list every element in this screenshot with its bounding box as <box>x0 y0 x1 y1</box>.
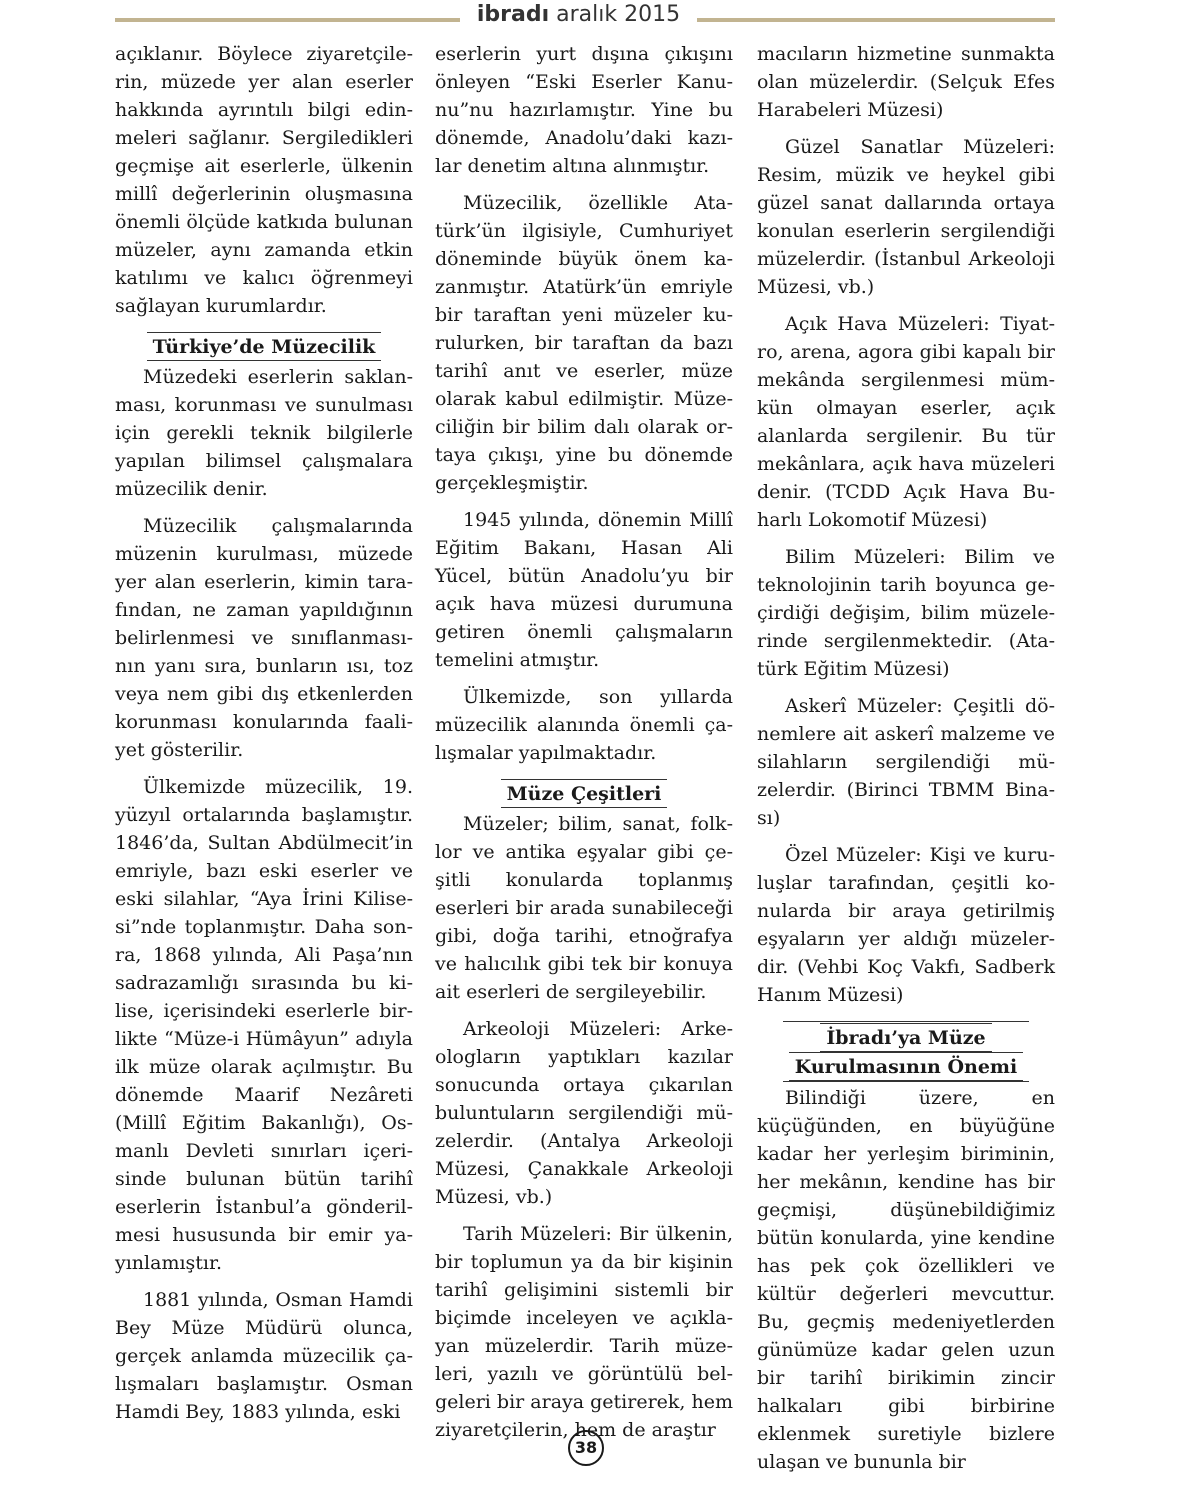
paragraph: Güzel Sanatlar Müzeleri: Resim, müzik ve heykel gibi güzel sanat dallarında ortaya konulan eserlerin sergilendiği müzelerdir. (İstanbul Arkeoloji Müzesi, vb.) <box>757 136 1055 298</box>
paragraph: Bilindiği üzere, en küçüğünden, en büyüğüne kadar her yerleşim biriminin, her mekânın, kendine has bir geçmişi, düşünebildiğimiz bütün konularda, yine kendine has pek çok özellikleri ve kültür değerleri mevcuttur. Bu, geçmiş medeniyetlerden günümüze kadar gelen uzun bir tarihî birikimin zincir halkaları gibi birbirine eklenmek suretiyle bizlere ulaşan ve bununla bir <box>757 1087 1055 1473</box>
column-3 <box>757 40 1055 1485</box>
heading-line-1: İbradı’ya Müze <box>820 1023 991 1052</box>
section-heading: Müze Çeşitleri <box>435 779 733 808</box>
paragraph: Açık Hava Müzeleri: Tiyatro, arena, agora gibi kapalı bir mekânda sergilenmesi mümkün olmayan eserler, açık alanlarda sergilenir. Bu tür mekânlara, açık hava müzeleri denir. (TCDD Açık Hava Buharlı Lokomotif Müzesi) <box>757 313 1055 531</box>
paragraph: Ülkemizde müzecilik, 19. yüzyıl ortalarında başlamıştır. 1846’da, Sultan Abdülmecit’in emriyle, bazı eski eserler ve eski silahlar, “Aya İrini Kilisesi”nde toplanmıştır. Daha sonra, 1868 yılında, Ali Paşa’nın sadrazamlığı sırasında bu kilise, içerisindeki eserlerle birlikte “Müze-i Hümâyun” adıyla ilk müze olarak açılmıştır. Bu dönemde Maarif Nezâreti (Millî Eğitim Bakanlığı), Osmanlı Devleti sınırları içerisinde bulunan bütün tarihî eserlerin İstanbul’a gönderilmesi hususunda bir emir yayınlamıştır. <box>115 776 413 1274</box>
running-header <box>460 2 697 27</box>
paragraph: Özel Müzeler: Kişi ve kuruluşlar tarafından, çeşitli konularda bir araya getirilmiş eşyaların yer aldığı müzelerdir. (Vehbi Koç Vakfı, Sadberk Hanım Müzesi) <box>757 844 1055 1006</box>
heading-line-2: Kurulmasının Önemi <box>789 1052 1024 1081</box>
paragraph: Müzedeki eserlerin saklanması, korunması ve sunulması için gerekli teknik bilgilerle yapılan bilimsel çalışmalara müzecilik denir. <box>115 366 413 500</box>
issue-date: aralık 2015 <box>556 2 681 27</box>
page-number: 38 <box>568 1430 604 1466</box>
paragraph: macıların hizmetine sunmakta olan müzelerdir. (Selçuk Efes Harabeleri Müzesi) <box>757 43 1055 121</box>
column-1 <box>115 40 413 1435</box>
column-2 <box>435 40 733 1453</box>
header-rule-right <box>697 18 1055 22</box>
magazine-name: ibradı <box>476 2 550 27</box>
paragraph: Askerî Müzeler: Çeşitli dönemlere ait askerî malzeme ve silahların sergilendiği müzelerdir. (Birinci TBMM Binası) <box>757 695 1055 829</box>
section-heading: Türkiye’de Müzecilik <box>115 332 413 361</box>
paragraph: 1881 yılında, Osman Hamdi Bey Müze Müdürü olunca, gerçek anlamda müzecilik çalışmaları başlamıştır. Osman Hamdi Bey, 1883 yılında, eski <box>115 1289 413 1423</box>
header-rule-left <box>115 18 460 22</box>
paragraph: 1945 yılında, dönemin Millî Eğitim Bakanı, Hasan Ali Yücel, bütün Anadolu’yu bir açık hava müzesi durumuna getiren önemli çalışmaların temelini atmıştır. <box>435 509 733 671</box>
paragraph: açıklanır. Böylece ziyaretçilerin, müzede yer alan eserler hakkında ayrıntılı bilgi edinmeleri sağlanır. Sergiledikleri geçmişe ait eserlerle, ülkenin millî değerlerinin oluşmasına önemli ölçüde katkıda bulunan müzeler, aynı zamanda etkin katılımı ve kalıcı öğrenmeyi sağlayan kurumlardır. <box>115 43 413 317</box>
paragraph: Bilim Müzeleri: Bilim ve teknolojinin tarih boyunca geçirdiği değişim, bilim müzelerinde sergilenmektedir. (Atatürk Eğitim Müzesi) <box>757 546 1055 680</box>
paragraph: Müzecilik, özellikle Atatürk’ün ilgisiyle, Cumhuriyet döneminde büyük önem kazanmıştır. Atatürk’ün emriyle bir taraftan yeni müzeler kurulurken, bir taraftan da bazı tarihî anıt ve eserler, müze olarak kabul edilmiştir. Müzeciliğin bir bilim dalı olarak ortaya çıkışı, yine bu dönemde gerçekleşmiştir. <box>435 192 733 494</box>
paragraph: Ülkemizde, son yıllarda müzecilik alanında önemli çalışmalar yapılmaktadır. <box>435 686 733 764</box>
paragraph: Müzeler; bilim, sanat, folklor ve antika eşyalar gibi çeşitli konularda toplanmış eserleri bir arada sunabileceği gibi, doğa tarihi, etnoğrafya ve halıcılık gibi tek bir konuya ait eserleri de sergileyebilir. <box>435 813 733 1003</box>
section-heading <box>757 1021 1055 1082</box>
paragraph: Müzecilik çalışmalarında müzenin kurulması, müzede yer alan eserlerin, kimin tarafından, ne zaman yapıldığının belirlenmesi ve sınıflanmasının yanı sıra, bunların ısı, toz veya nem gibi dış etkenlerden korunması konularında faaliyet gösterilir. <box>115 515 413 761</box>
paragraph: Tarih Müzeleri: Bir ülkenin, bir toplumun ya da bir kişinin tarihî gelişimini sistemli bir biçimde inceleyen ve açıklayan müzelerdir. Tarih müzeleri, yazılı ve görüntülü belgeleri bir araya getirerek, hem ziyaretçilerin, hem de araştır <box>435 1223 733 1441</box>
paragraph: Arkeoloji Müzeleri: Arkeologların yaptıkları kazılar sonucunda ortaya çıkarılan buluntuların sergilendiği müzelerdir. (Antalya Arkeoloji Müzesi, Çanakkale Arkeoloji Müzesi, vb.) <box>435 1018 733 1208</box>
paragraph: eserlerin yurt dışına çıkışını önleyen “Eski Eserler Kanunu”nu hazırlamıştır. Yine bu dönemde, Anadolu’daki kazılar denetim altına alınmıştır. <box>435 43 733 177</box>
